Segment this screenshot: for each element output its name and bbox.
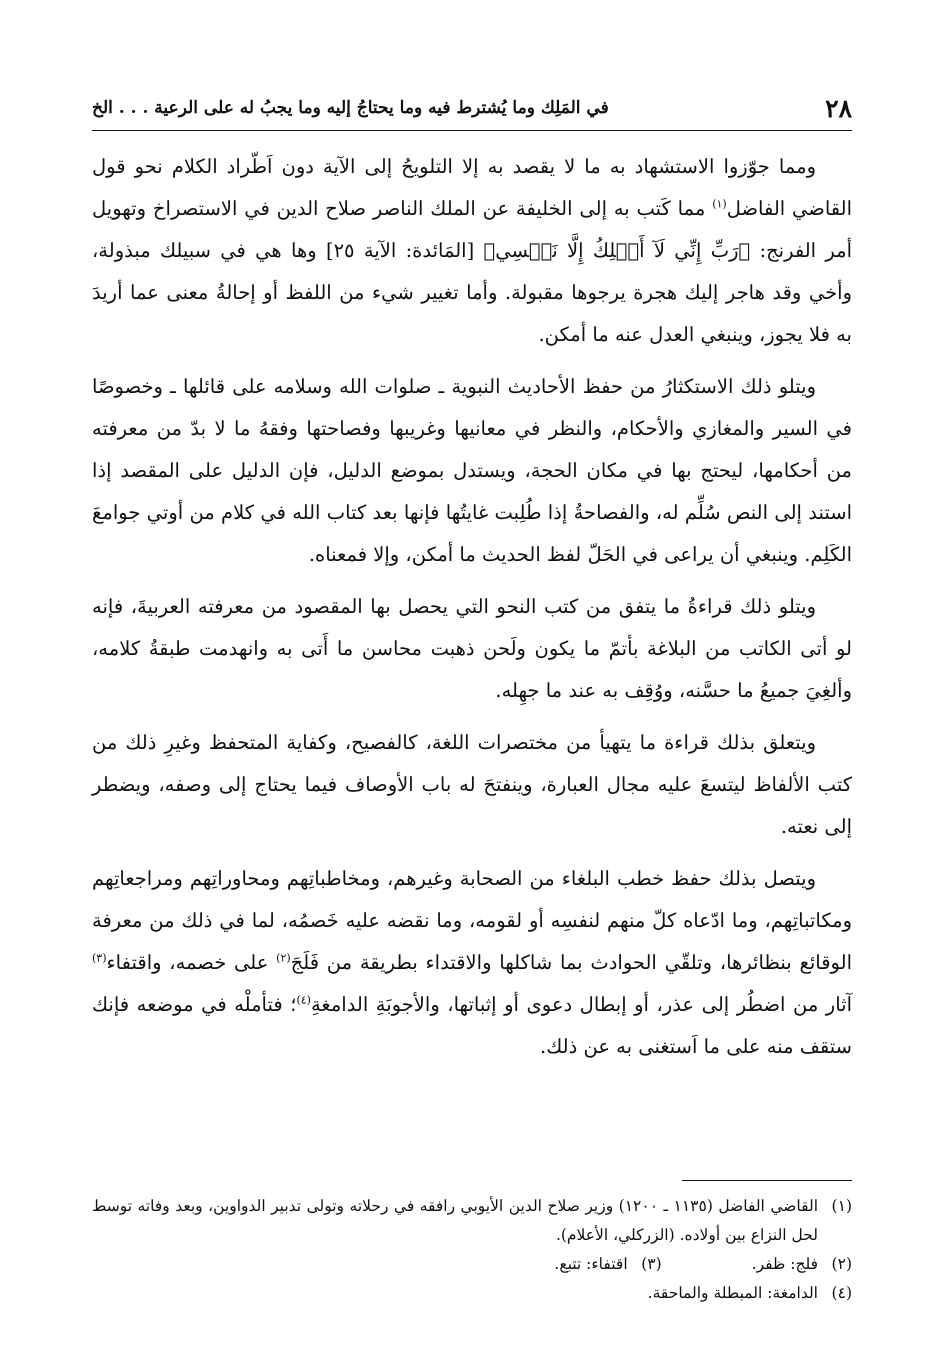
footnote-3-text: اقتفاء: تتبع.	[554, 1255, 628, 1273]
paragraph-2: ويتلو ذلك الاستكثارُ من حفظ الأحاديث النبوية ـ صلوات الله وسلامه على قائلها ـ وخصوصًا في السير والمغازي والأحكام، والنظر في معانيها وغريبها وفصاحتها وفقهُ ما لا بدّ من معرفته من أحكامها، ليحتج بها في مكان الحجة، ويستدل بموضع الدليل، فإن الدليل على المقصد إذا استند إلى النص سُلِّم له، والفصاحةُ إذا طُلِبت غايتُها فإنها بعد كتاب الله في كلام من أوتي جوامعَ الكَلِم. وينبغي أن يراعى في الحَلّ لفظ الحديث ما أمكن، وإلا فمعناه.	[92, 375, 852, 566]
footnote-ref-2: (٢)	[276, 951, 291, 965]
page-number: ٢٨	[825, 93, 852, 123]
paragraph-1-text-b: مما كَتب به إلى الخليفة عن الملك الناصر صلاح الدين في الاستصراخ وتهويل أمر الفرنج:	[92, 197, 852, 262]
paragraph-1	[92, 146, 852, 356]
running-title: في المَلِك وما يُشترط فيه وما يحتاجُ إليه وما يجبُ له على الرعية . . . الخ	[92, 98, 609, 118]
footnote-3-number: (٣)	[641, 1255, 662, 1273]
footnote-divider	[682, 1180, 852, 1181]
footnote-ref-3: (٣)	[92, 951, 107, 965]
page-header	[92, 86, 852, 131]
footnote-2-number: (٢)	[831, 1255, 852, 1273]
main-text	[92, 146, 852, 1078]
footnote-4	[92, 1279, 852, 1308]
paragraph-5-text-a: ويتصل بذلك حفظ خطب البلغاء من الصحابة وغيرهم، ومخاطباتِهم ومحاوراتِهم ومراجعاتِهم ومكاتباتِهم، وما ادّعاه كلّ منهم لنفسِه أو لقومه، وما نقضه عليه خَصمُه، لما في ذلك من معرفة الوقائع بنظائرها، وتلقّي الحوادث بما شاكلها والاقتداء بطريقة من فَلَجَ	[92, 867, 852, 974]
paragraph-3: ويتلو ذلك قراءةُ ما يتفق من كتب النحو التي يحصل بها المقصود من معرفته العربيةَ، فإنه لو أتى الكاتب من البلاغة بأتمّ ما يكون ولَحن ذهبت محاسن ما أَتى به وانهدمت طبقةُ كلامه، وألغِيَ جميعُ ما حسَّنه، ووُقِف به عند ما جهِله.	[92, 595, 852, 702]
footnote-ref-4: (٤)	[296, 993, 311, 1007]
paragraph-1-text-a: ومما جوّزوا الاستشهاد به ما لا يقصد به إلا التلويحُ إلى الآية دون اَطّراد الكلام نحو قول القاضي الفاضل	[92, 155, 853, 220]
footnote-1-text: القاضي الفاضل (١١٣٥ ـ ١٢٠٠) وزير صلاح الدين الأيوبي رافقه في رحلاته وتولى تدبير الدواوين، وبعد وفاته توسط لحل النزاع بين أولاده. (الزركلي، الأعلام).	[92, 1197, 819, 1244]
paragraph-5-text-c: آثار من اضطُر إلى عذر، أو إبطال دعوى أو إثباتها، والأجوبَةِ الدامغةِ	[310, 993, 852, 1016]
footnote-3	[554, 1250, 661, 1279]
footnote-ref-1: (١)	[712, 197, 727, 211]
paragraph-5-text-d: ؛ فتأملْه في موضعه فإنك ستقف منه على ما اَستغنى به عن ذلك.	[92, 993, 852, 1058]
paragraph-5-text-b: على خصمه، واقتفاء	[106, 951, 277, 974]
footnote-2	[752, 1250, 852, 1279]
footnote-row-2-3	[92, 1250, 852, 1279]
footnote-4-text: الدامغة: المبطلة والماحقة.	[647, 1284, 818, 1302]
footnote-4-number: (٤)	[831, 1284, 852, 1302]
paragraph-5	[92, 858, 852, 1068]
paragraph-4: ويتعلق بذلك قراءة ما يتهيأ من مختصرات اللغة، كالفصيح، وكفاية المتحفظ وغيرِ ذلك من كتب الألفاظ ليتسعَ عليه مجال العبارة، وينفتحَ له باب الأوصاف فيما يحتاج إلى وصفه، ويضطر إلى نعته.	[92, 731, 852, 838]
footnote-1-number: (١)	[831, 1197, 852, 1215]
footnote-2-text: فلج: ظفر.	[751, 1255, 818, 1273]
paragraph-1-text-c: [المَائدة: الآية ٢٥] وها هي في سبيلك مبذولة، وأخي وقد هاجر إليك هجرة يرجوها مقبولة. وأما تغيير شيء من اللفظ أو إحالةُ معنى عما أريدَ به فلا يجوز، وينبغي العدل عنه ما أمكن.	[92, 239, 852, 346]
footnote-1	[92, 1192, 852, 1250]
footnotes	[92, 1192, 852, 1308]
quran-verse: ﴿رَبِّ إِنِّي لَآ أَمۡلِكُ إِلَّا نَفۡسِي﴾	[483, 239, 751, 262]
